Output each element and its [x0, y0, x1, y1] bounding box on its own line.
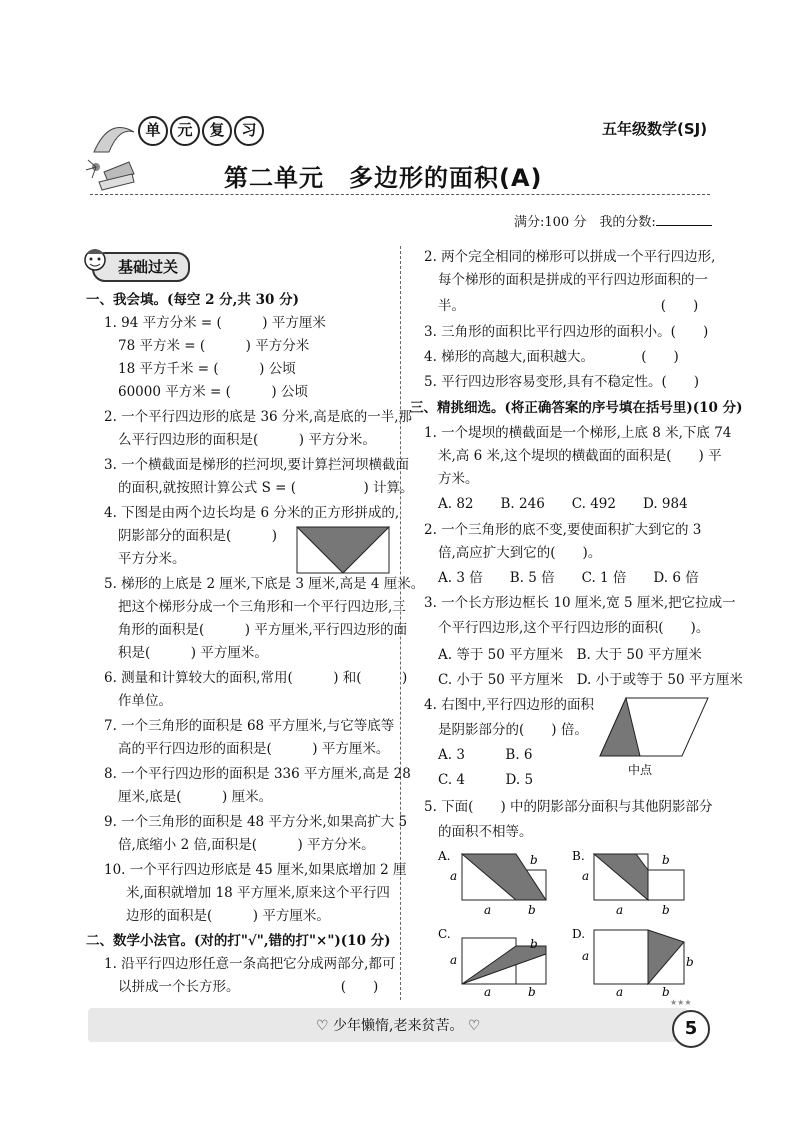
grade-label: 五年级数学(SJ): [602, 120, 708, 138]
left-line: 厘米,底是( ) 厘米。: [118, 789, 273, 805]
score-blank[interactable]: [656, 225, 712, 226]
left-line: 米,面积就增加 18 平方厘米,原来这个平行四: [126, 885, 390, 901]
badge-char: 习: [234, 116, 264, 146]
dim-a: a: [616, 985, 624, 998]
dim-b: b: [662, 903, 670, 917]
option-c-label: C.: [438, 927, 451, 941]
left-line: 边形的面积是( ) 平方厘米。: [126, 908, 330, 924]
midpoint-label: 中点: [628, 763, 653, 777]
right-line: 3. 三角形的面积比平行四边形的面积小。( ): [424, 324, 709, 340]
right-line: 5. 下面( ) 中的阴影部分面积与其他阴影部分: [424, 799, 713, 815]
left-line: 18 平方千米 = ( ) 公顷: [118, 361, 296, 377]
right-line: 2. 两个完全相同的梯形可以拼成一个平行四边形,: [424, 249, 716, 265]
dim-b: b: [662, 985, 670, 998]
stars-decoration: ★★★: [670, 998, 692, 1007]
right-line: 2. 一个三角形的底不变,要使面积扩大到它的 3: [424, 522, 702, 538]
right-line: 5. 平行四边形容易变形,具有不稳定性。( ): [424, 374, 699, 390]
header-rule: [90, 194, 710, 195]
option-b-label: B.: [572, 849, 585, 863]
left-line: 3. 一个横截面是梯形的拦河坝,要计算拦河坝横截面: [104, 457, 409, 473]
right-line: 是阴影部分的( ) 倍。: [438, 722, 588, 738]
left-line: 作单位。: [118, 693, 172, 709]
parallelogram-figure: [598, 694, 710, 778]
left-line: 以拼成一个长方形。 ( ): [118, 979, 379, 995]
dim-b: b: [530, 853, 538, 867]
left-line: 8. 一个平行四边形的面积是 336 平方厘米,高是 28: [104, 766, 411, 782]
page-number: 5: [672, 1010, 710, 1048]
left-line: 1. 沿平行四边形任意一条高把它分成两部分,都可: [104, 956, 396, 972]
dim-b: b: [662, 853, 670, 867]
option-a-label: A.: [438, 849, 451, 863]
left-line: 平方分米。: [118, 551, 186, 567]
right-line: 倍,高应扩大到它的( )。: [438, 545, 602, 561]
left-line: 阴影部分的面积是( ): [118, 528, 278, 544]
left-line: 10. 一个平行四边形底是 45 厘米,如果底增加 2 厘: [104, 862, 407, 878]
right-line: 半。 ( ): [438, 298, 699, 314]
right-line: 个平行四边形,这个平行四边形的面积( )。: [438, 620, 710, 636]
right-line: 三、精挑细选。(将正确答案的序号填在括号里)(10 分): [410, 400, 743, 416]
left-line: 把这个梯形分成一个三角形和一个平行四边形,三: [118, 599, 406, 615]
dim-a: a: [450, 869, 458, 883]
left-line: 60000 平方米 = ( ) 公顷: [118, 384, 308, 400]
left-line: 7. 一个三角形的面积是 68 平方厘米,与它等底等: [104, 718, 395, 734]
dim-b: b: [530, 937, 538, 951]
dim-a: a: [484, 903, 492, 917]
left-line: 1. 94 平方分米 = ( ) 平方厘米: [104, 315, 326, 331]
option-d-label: D.: [572, 927, 586, 941]
left-line: 角形的面积是( ) 平方厘米,平行四边形的面: [118, 622, 408, 638]
left-line: 4. 下图是由两个边长均是 6 分米的正方形拼成的,: [104, 505, 400, 521]
right-line: A. 等于 50 平方厘米 B. 大于 50 平方厘米: [438, 647, 702, 663]
right-line: 方米。: [438, 471, 479, 487]
header-illustration: [84, 112, 144, 192]
dim-b: b: [528, 903, 536, 917]
option-figures: [436, 848, 706, 998]
section-badge: 基础过关: [92, 252, 190, 282]
score-label: 满分:100 分 我的分数:: [514, 215, 656, 230]
page-title: 第二单元 多边形的面积(A): [224, 164, 543, 192]
right-line: 1. 一个堤坝的横截面是一个梯形,上底 8 米,下底 74: [424, 425, 732, 441]
score-line: [514, 211, 712, 230]
right-line: C. 4 D. 5: [438, 772, 534, 788]
left-line: 9. 一个三角形的面积是 48 平方分米,如果高扩大 5: [104, 814, 408, 830]
heart-icon: ♡: [467, 1018, 481, 1034]
right-line: A. 82 B. 246 C. 492 D. 984: [438, 496, 688, 512]
left-line: 6. 测量和计算较大的面积,常用( ) 和( ): [104, 670, 408, 686]
right-line: 4. 右图中,平行四边形的面积: [424, 697, 594, 713]
dim-a: a: [582, 949, 590, 963]
two-squares-figure: [296, 526, 390, 574]
dim-a: a: [484, 985, 492, 998]
left-line: 2. 一个平行四边形的底是 36 分米,高是底的一半,那: [104, 409, 413, 425]
left-line: 高的平行四边形的面积是( ) 平方厘米。: [118, 741, 390, 757]
right-line: A. 3 倍 B. 5 倍 C. 1 倍 D. 6 倍: [438, 570, 699, 586]
left-line: 积是( ) 平方厘米。: [118, 645, 268, 661]
dim-a: a: [582, 869, 590, 883]
right-line: C. 小于 50 平方厘米 D. 小于或等于 50 平方厘米: [438, 672, 743, 688]
left-line: 一、我会填。(每空 2 分,共 30 分): [86, 292, 299, 308]
footer-motto: [316, 1015, 480, 1035]
badge-char: 复: [202, 116, 232, 146]
left-line: 么平行四边形的面积是( ) 平方分米。: [118, 432, 376, 448]
left-line: 的面积,就按照计算公式 S = ( ) 计算。: [118, 480, 414, 496]
left-line: 倍,底缩小 2 倍,面积是( ) 平方分米。: [118, 837, 375, 853]
right-line: 4. 梯形的高越大,面积越大。 ( ): [424, 349, 679, 365]
mascot-icon: [80, 246, 110, 282]
badge-char: 单: [138, 116, 168, 146]
right-line: 米,高 6 米,这个堤坝的横截面的面积是( ) 平: [438, 448, 722, 464]
unit-review-badge: [138, 116, 264, 146]
dim-b: b: [528, 985, 536, 998]
right-line: 3. 一个长方形边框长 10 厘米,宽 5 厘米,把它拉成一: [424, 595, 736, 611]
dim-a: a: [616, 903, 624, 917]
right-line: A. 3 B. 6: [438, 747, 533, 763]
left-line: 二、数学小法官。(对的打"√",错的打"×")(10 分): [86, 933, 391, 949]
heart-icon: ♡: [316, 1018, 329, 1034]
left-line: 5. 梯形的上底是 2 厘米,下底是 3 厘米,高是 4 厘米。: [104, 576, 425, 592]
right-line: 的面积不相等。: [438, 824, 533, 840]
dim-b: b: [686, 955, 694, 969]
left-line: 78 平方米 = ( ) 平方分米: [118, 338, 310, 354]
motto-text: 少年懒惰,老来贫苦。: [333, 1018, 464, 1034]
badge-char: 元: [170, 116, 200, 146]
dim-a: a: [450, 953, 458, 967]
right-line: 每个梯形的面积是拼成的平行四边形面积的一: [438, 272, 708, 288]
